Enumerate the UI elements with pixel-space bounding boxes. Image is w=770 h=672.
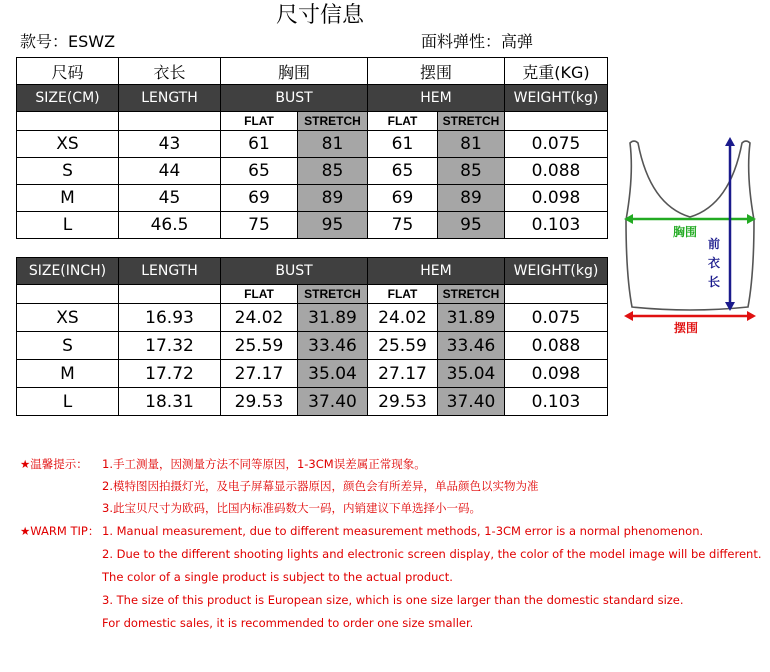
en-tip-3-cont: For domestic sales, it is recommended to order one size smaller. (102, 616, 474, 630)
table-cell: 65 (221, 158, 298, 185)
table-cell: 85 (438, 158, 505, 185)
table-cell: 33.46 (438, 332, 505, 360)
table-cell: S (17, 332, 119, 360)
table-cell: S (17, 158, 119, 185)
table-cell: 45 (119, 185, 221, 212)
header-cn-hem: 摆围 (368, 58, 505, 85)
en-tip-2-cont: The color of a single product is subject to the actual product. (102, 570, 453, 584)
table-row (17, 304, 608, 332)
table-cell: L (17, 388, 119, 416)
table-cell: 81 (438, 131, 505, 158)
subheader-empty (505, 112, 608, 131)
cn-tip-1: 1.手工测量，因测量方法不同等原因，1-3CM误差属正常现象。 (102, 457, 426, 471)
size-table-inch (16, 257, 608, 416)
subheader-stretch: STRETCH (298, 112, 368, 131)
table-cell: 25.59 (368, 332, 438, 360)
header-size: SIZE(INCH) (17, 258, 119, 285)
table-cell: 89 (438, 185, 505, 212)
header-row (17, 85, 608, 112)
subheader-empty (17, 285, 119, 304)
en-tip-label: ★WARM TIP： (20, 524, 100, 538)
header-hem: HEM (368, 258, 505, 285)
fabric-elasticity: 面料弹性：高弹 (421, 32, 534, 51)
header-cn-bust: 胸围 (221, 58, 368, 85)
subheader-flat: FLAT (368, 285, 438, 304)
subheader-empty (17, 112, 119, 131)
subheader-flat: FLAT (221, 112, 298, 131)
table-cell: 33.46 (298, 332, 368, 360)
table-row (17, 185, 608, 212)
table-row (17, 212, 608, 239)
table-row (17, 332, 608, 360)
table-cell: 46.5 (119, 212, 221, 239)
subheader-flat: FLAT (368, 112, 438, 131)
table-cell: 0.103 (505, 212, 608, 239)
length-label-1: 前 (708, 237, 721, 251)
subheader-flat: FLAT (221, 285, 298, 304)
header-bust: BUST (221, 258, 368, 285)
table-cell: 0.098 (505, 360, 608, 388)
table-cell: 43 (119, 131, 221, 158)
table-cell: 31.89 (438, 304, 505, 332)
table-cell: 69 (221, 185, 298, 212)
table-cell: M (17, 360, 119, 388)
en-tip-3: 3. The size of this product is European size, which is one size larger than the domestic standard size. (102, 593, 684, 607)
table-cell: 27.17 (221, 360, 298, 388)
table-cell: 17.32 (119, 332, 221, 360)
table-cell: XS (17, 304, 119, 332)
subheader-stretch: STRETCH (438, 112, 505, 131)
table-cell: 31.89 (298, 304, 368, 332)
table-cell: 95 (298, 212, 368, 239)
length-arrow (725, 137, 735, 311)
table-cell: 61 (221, 131, 298, 158)
en-tip-1: 1. Manual measurement, due to different measurement methods, 1-3CM error is a normal phenomenon. (102, 524, 704, 538)
subheader-row (17, 112, 608, 131)
header-cn-size: 尺码 (17, 58, 119, 85)
bust-label: 胸围 (673, 225, 698, 239)
table-cell: 29.53 (221, 388, 298, 416)
hem-label: 摆围 (674, 321, 699, 335)
table-cell: 0.103 (505, 388, 608, 416)
table-cell: 35.04 (438, 360, 505, 388)
table-cell: 25.59 (221, 332, 298, 360)
table-cell: 85 (298, 158, 368, 185)
header-size: SIZE(CM) (17, 85, 119, 112)
header-weight: WEIGHT(kg) (505, 258, 608, 285)
table-cell: 0.075 (505, 304, 608, 332)
header-row (17, 258, 608, 285)
table-cell: 35.04 (298, 360, 368, 388)
header-weight: WEIGHT(kg) (505, 85, 608, 112)
subheader-stretch: STRETCH (438, 285, 505, 304)
cn-tip-label: ★温馨提示： (20, 457, 88, 471)
subheader-stretch: STRETCH (298, 285, 368, 304)
table-row (17, 360, 608, 388)
length-label-2: 衣 (708, 256, 721, 270)
table-cell: 44 (119, 158, 221, 185)
header-bust: BUST (221, 85, 368, 112)
table-row (17, 158, 608, 185)
table-cell: 0.088 (505, 158, 608, 185)
table-cell: 0.098 (505, 185, 608, 212)
table-cell: 81 (298, 131, 368, 158)
subheader-empty (119, 285, 221, 304)
table-cell: 17.72 (119, 360, 221, 388)
table-cell: 69 (368, 185, 438, 212)
table-cell: 0.075 (505, 131, 608, 158)
hem-arrow (624, 311, 756, 321)
subheader-empty (505, 285, 608, 304)
subheader-row (17, 285, 608, 304)
table-cell: L (17, 212, 119, 239)
header-hem: HEM (368, 85, 505, 112)
table-cell: 37.40 (438, 388, 505, 416)
table-cell: 0.088 (505, 332, 608, 360)
size-table-cm (16, 57, 608, 239)
length-label-3: 长 (708, 275, 721, 289)
bust-arrow (624, 214, 756, 224)
table-row (17, 131, 608, 158)
table-cell: 75 (221, 212, 298, 239)
table-cell: XS (17, 131, 119, 158)
table-cell: 75 (368, 212, 438, 239)
header-length: LENGTH (119, 85, 221, 112)
cn-tip-3: 3.此宝贝尺寸为欧码，比国内标准码数大一码，内销建议下单选择小一码。 (102, 501, 481, 515)
cn-tip-2: 2.模特图因拍摄灯光，及电子屏幕显示器原因，颜色会有所差异，单品颜色以实物为准 (102, 479, 539, 493)
garment-measurement-diagram (620, 135, 760, 335)
header-cn-length: 衣长 (119, 58, 221, 85)
page-title: 尺寸信息 (275, 3, 364, 28)
table-cell: 65 (368, 158, 438, 185)
table-cell: 29.53 (368, 388, 438, 416)
table-cell: 16.93 (119, 304, 221, 332)
header-cn-weight: 克重(KG) (505, 58, 608, 85)
table-cell: 61 (368, 131, 438, 158)
table-cell: 95 (438, 212, 505, 239)
table-cell: 24.02 (368, 304, 438, 332)
table-row (17, 388, 608, 416)
table-cell: 37.40 (298, 388, 368, 416)
table-cell: 27.17 (368, 360, 438, 388)
header-length: LENGTH (119, 258, 221, 285)
style-number: 款号：ESWZ (20, 32, 116, 51)
subheader-empty (119, 112, 221, 131)
chinese-header-row (17, 58, 608, 85)
table-cell: 24.02 (221, 304, 298, 332)
table-cell: 89 (298, 185, 368, 212)
table-cell: M (17, 185, 119, 212)
table-cell: 18.31 (119, 388, 221, 416)
en-tip-2: 2. Due to the different shooting lights and electronic screen display, the color of the model image will be different. (102, 547, 762, 561)
